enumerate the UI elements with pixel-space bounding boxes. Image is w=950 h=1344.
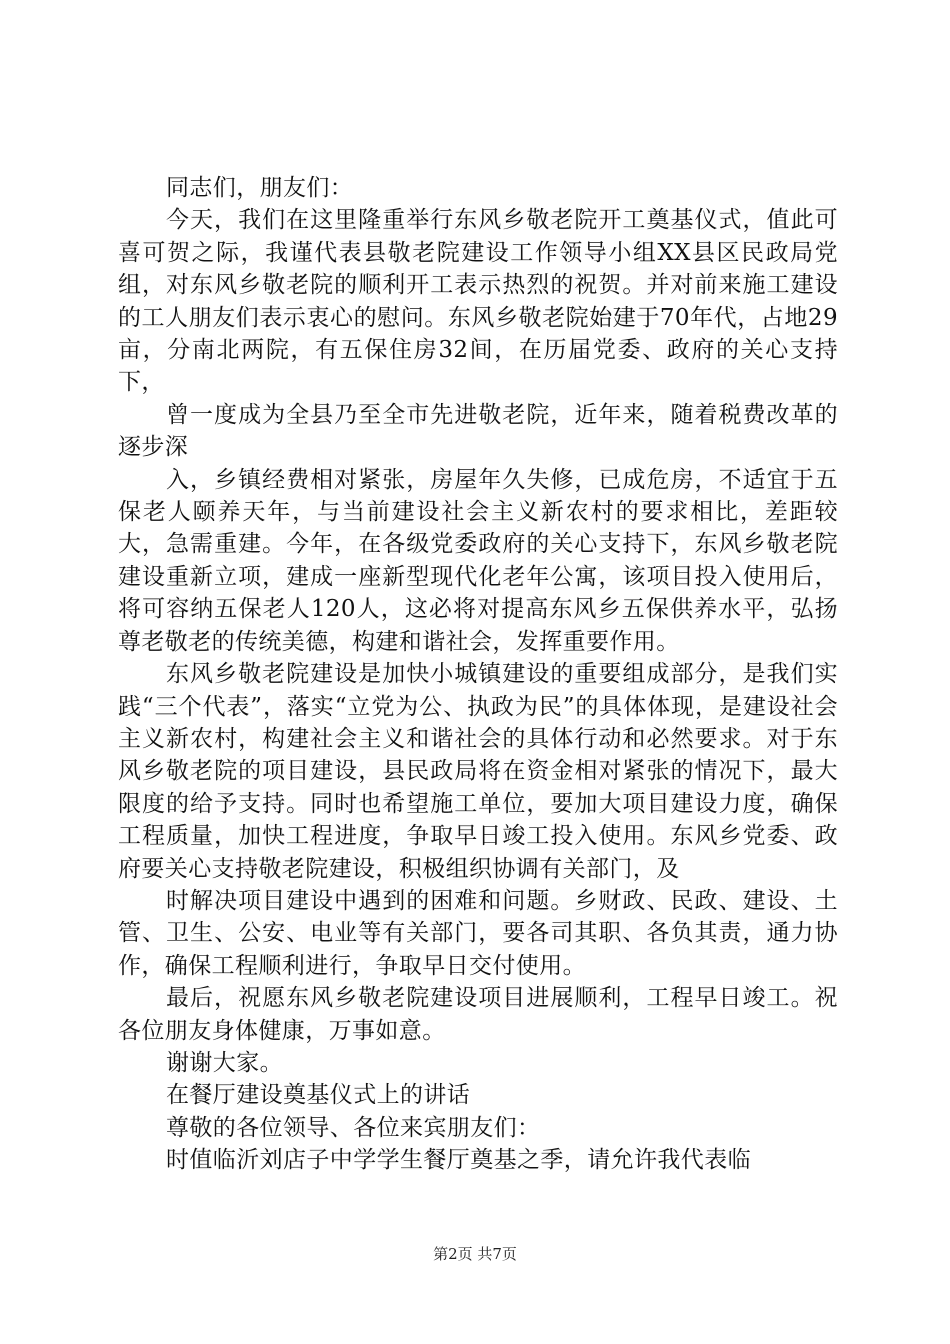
paragraph-departments: 时解决项目建设中遇到的困难和问题。乡财政、民政、建设、土管、卫生、公安、电业等有关部门，要各司其职、各负其责，通力协作，确保工程顺利进行，争取早日交付使用。	[118, 887, 838, 979]
paragraph-salutation: 尊敬的各位领导、各位来宾朋友们：	[166, 1114, 541, 1141]
section-title: 在餐厅建设奠基仪式上的讲话	[166, 1082, 471, 1109]
page-number: 第2页 共7页	[433, 1245, 517, 1263]
paragraph-thanks: 谢谢大家。	[166, 1049, 283, 1076]
paragraph-greeting: 同志们，朋友们：	[166, 175, 354, 201]
document-body	[118, 172, 838, 1177]
paragraph-significance: 东风乡敬老院建设是加快小城镇建设的重要组成部分，是我们实践“三个代表”，落实“立党为公、执政为民”的具体体现，是建设社会主义新农村，构建社会主义和谐社会的具体行动和必然要求。对于东风乡敬老院的项目建设，县民政局将在资金相对紧张的情况下，最大限度的给予支持。同时也希望施工单位，要加大项目建设力度，确保工程质量，加快工程进度，争取早日竣工投入使用。东风乡党委、政府要关心支持敬老院建设，积极组织协调有关部门，及	[118, 661, 838, 882]
paragraph-canteen-opening: 时值临沂刘店子中学学生餐厅奠基之季，请允许我代表临	[166, 1147, 751, 1174]
paragraph-history: 曾一度成为全县乃至全市先进敬老院，近年来，随着税费改革的逐步深	[118, 401, 838, 461]
paragraph-current-state: 入，乡镇经费相对紧张，房屋年久失修，已成危房，不适宜于五保老人颐养天年，与当前建设社会主义新农村的要求相比，差距较大，急需重建。今年，在各级党委政府的关心支持下，东风乡敬老院建设重新立项，建成一座新型现代化老年公寓，该项目投入使用后，将可容纳五保老人120人，这必将对提高东风乡五保供养水平，弘扬尊老敬老的传统美德，构建和谐社会，发挥重要作用。	[118, 466, 838, 655]
paragraph-wishes: 最后，祝愿东风乡敬老院建设项目进展顺利，工程早日竣工。祝各位朋友身体健康，万事如意。	[118, 985, 838, 1044]
page-footer	[0, 1244, 950, 1264]
paragraph-opening: 今天，我们在这里隆重举行东风乡敬老院开工奠基仪式，值此可喜可贺之际，我谨代表县敬老院建设工作领导小组XX县区民政局党组，对东风乡敬老院的顺利开工表示热烈的祝贺。并对前来施工建设的工人朋友们表示衷心的慰问。东风乡敬老院始建于70年代，占地29亩，分南北两院，有五保住房32间，在历届党委、政府的关心支持下，	[118, 207, 838, 396]
